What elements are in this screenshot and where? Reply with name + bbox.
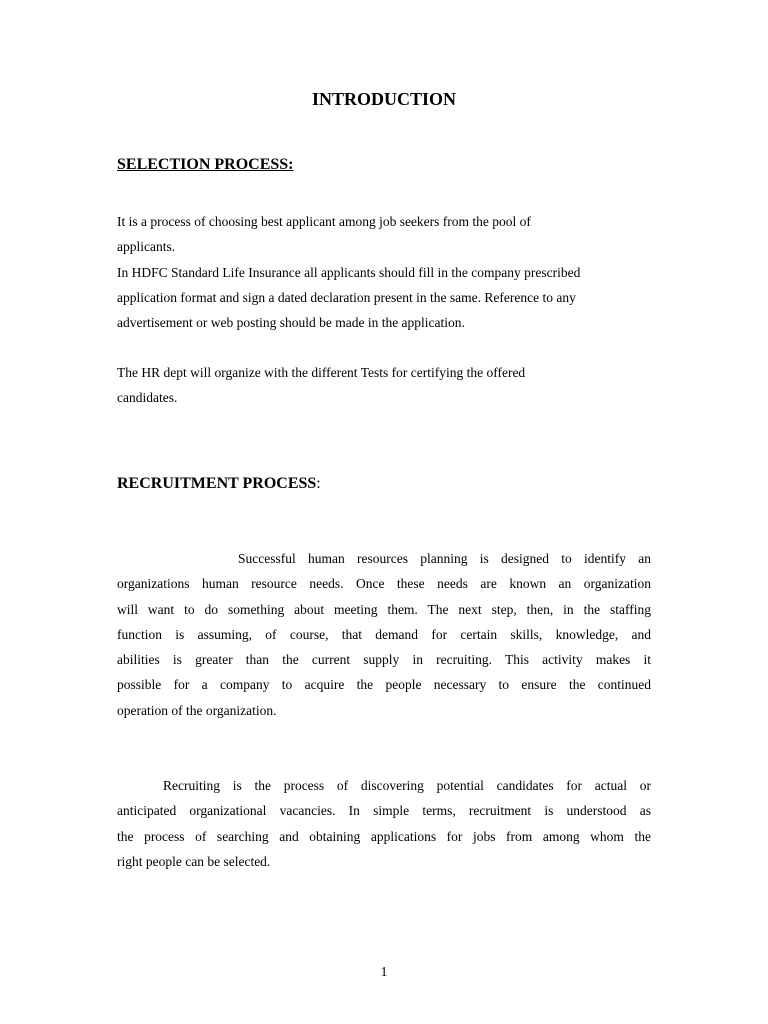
text-line: anticipated organizational vacancies. In simple terms, recruitment is understood as — [117, 803, 651, 819]
recruitment-process-heading — [117, 474, 321, 494]
selection-paragraph-3 — [117, 360, 651, 411]
text-line: possible for a company to acquire the people necessary to ensure the continued — [117, 677, 651, 693]
recruitment-heading-text: RECRUITMENT PROCESS — [117, 475, 317, 492]
text-line: In HDFC Standard Life Insurance all applicants should fill in the company prescribed — [117, 264, 581, 280]
recruitment-paragraph-1 — [117, 546, 651, 723]
text-line: application format and sign a dated declaration present in the same. Reference to any — [117, 289, 576, 305]
selection-process-heading: SELECTION PROCESS: — [117, 156, 294, 173]
page-title: INTRODUCTION — [311, 89, 457, 109]
text-line: The HR dept will organize with the different Tests for certifying the offered — [117, 365, 526, 380]
text-line: applicants. — [117, 239, 176, 255]
text-line: operation of the organization. — [117, 702, 277, 718]
text-line: candidates. — [117, 390, 178, 406]
text-line: Recruiting is the process of discovering potential candidates for actual or — [163, 778, 651, 793]
selection-paragraph-1 — [117, 209, 651, 260]
text-line: right people can be selected. — [117, 853, 271, 869]
selection-paragraph-2 — [117, 260, 651, 336]
text-line: organizations human resource needs. Once these needs are known an organization — [117, 576, 651, 592]
text-line: the process of searching and obtaining applications for jobs from among whom the — [117, 828, 651, 844]
text-line: abilities is greater than the current supply in recruiting. This activity makes it — [117, 652, 651, 668]
page-number: 1 — [380, 964, 388, 979]
recruitment-paragraph-2 — [117, 773, 651, 874]
text-line: will want to do something about meeting them. The next step, then, in the staffing — [117, 601, 651, 617]
text-line: Successful human resources planning is designed to identify an — [238, 551, 651, 566]
text-line: advertisement or web posting should be made in the application. — [117, 315, 465, 331]
text-line: It is a process of choosing best applicant among job seekers from the pool of — [117, 214, 531, 229]
text-line: function is assuming, of course, that demand for certain skills, knowledge, and — [117, 626, 651, 642]
recruitment-heading-colon: : — [316, 475, 321, 492]
